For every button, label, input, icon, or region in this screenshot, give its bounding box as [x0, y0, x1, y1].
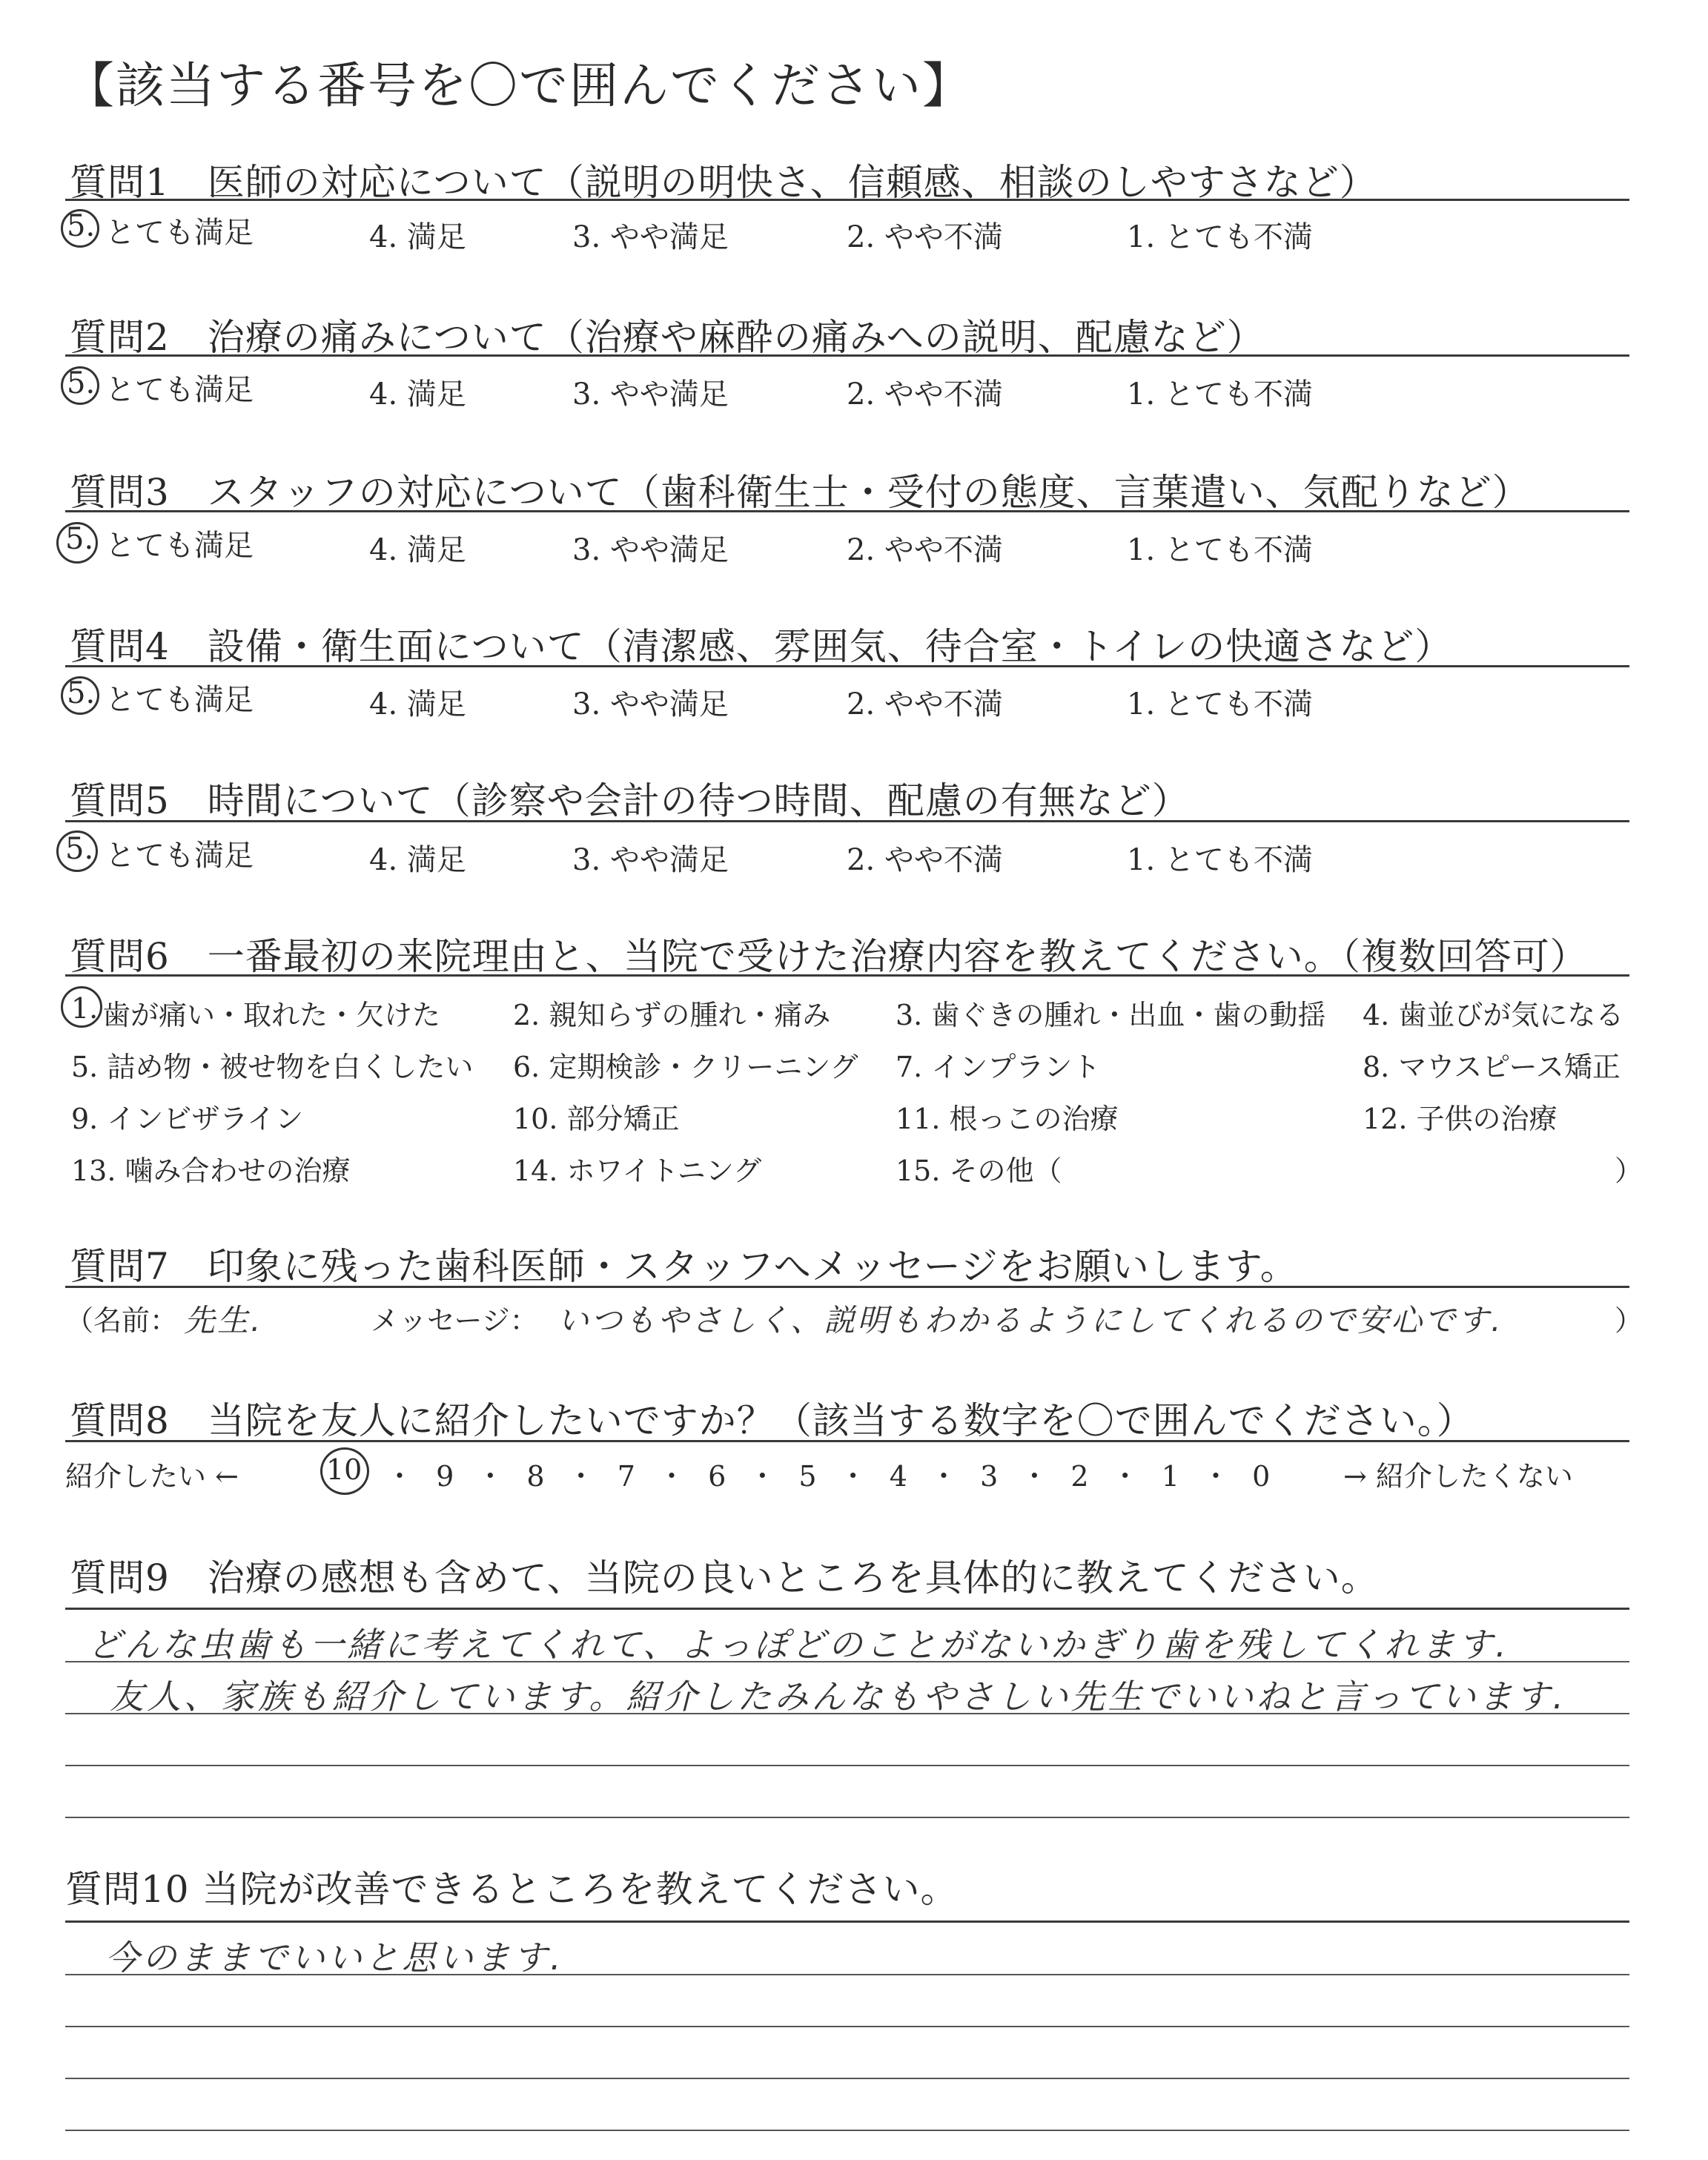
q4-opt3[interactable]: 3. やや満足 — [572, 687, 729, 721]
q5-opt2[interactable]: 2. やや不満 — [847, 843, 1003, 877]
q9-answer-line2[interactable]: 友人、家族も紹介しています。紹介したみんなもやさしい先生でいいねと言っています. — [110, 1677, 1566, 1717]
q1-opt5-mark[interactable]: 5. — [67, 209, 96, 243]
q6-item-15[interactable]: 15. その他（ — [896, 1155, 1062, 1187]
q4-opt5-mark[interactable]: 5. — [67, 676, 96, 710]
q4-opt1[interactable]: 1. とても不満 — [1127, 687, 1313, 721]
q3-opt3[interactable]: 3. やや満足 — [572, 533, 729, 567]
q8-rule — [65, 1440, 1629, 1442]
q9-rule-2 — [65, 1713, 1629, 1714]
q7-title: 質問7 印象に残った歯科医師・スタッフへメッセージをお願いします。 — [70, 1245, 1298, 1288]
q3-opt2[interactable]: 2. やや不満 — [847, 533, 1003, 567]
q10-answer-line1[interactable]: 今のままでいいと思います. — [105, 1938, 564, 1978]
q8-selected-value[interactable]: 10 — [326, 1453, 363, 1486]
q10-rule-3 — [65, 2078, 1629, 2079]
q10-rule-4 — [65, 2130, 1629, 2131]
q3-opt4[interactable]: 4. 満足 — [369, 533, 466, 567]
q2-opt1[interactable]: 1. とても不満 — [1127, 377, 1313, 412]
q6-item-8[interactable]: 8. マウスピース矯正 — [1363, 1051, 1621, 1083]
q1-opt4[interactable]: 4. 満足 — [369, 220, 466, 254]
q9-answer-line1[interactable]: どんな虫歯も一緒に考えてくれて、よっぽどのことがないかぎり歯を残してくれます. — [87, 1625, 1509, 1665]
q6-item-3[interactable]: 3. 歯ぐきの腫れ・出血・歯の動揺 — [896, 999, 1326, 1031]
q2-opt3[interactable]: 3. やや満足 — [572, 377, 729, 412]
q6-rule — [65, 974, 1629, 977]
q5-opt3[interactable]: 3. やや満足 — [572, 843, 729, 877]
q8-title: 質問8 当院を友人に紹介したいですか？（該当する数字を〇で囲んでください。） — [70, 1399, 1474, 1442]
q5-opt1[interactable]: 1. とても不満 — [1127, 843, 1313, 877]
q7-name-label: （名前： — [65, 1304, 179, 1337]
q3-rule — [65, 510, 1629, 512]
q6-item-9[interactable]: 9. インビザライン — [71, 1103, 304, 1135]
q9-rule-4 — [65, 1817, 1629, 1818]
q5-opt4[interactable]: 4. 満足 — [369, 843, 466, 877]
q6-item1-mark[interactable]: 1. — [71, 992, 99, 1025]
q8-right-label: → 紹介したくない — [1343, 1460, 1573, 1493]
q4-opt5[interactable]: とても満足 — [105, 683, 254, 717]
q1-opt3[interactable]: 3. やや満足 — [572, 220, 729, 254]
q6-item-4[interactable]: 4. 歯並びが気になる — [1363, 999, 1624, 1031]
q6-item-12[interactable]: 12. 子供の治療 — [1363, 1103, 1558, 1135]
q1-title: 質問1 医師の対応について（説明の明快さ、信頼感、相談のしやすさなど） — [70, 161, 1377, 204]
q2-opt5-mark[interactable]: 5. — [67, 366, 96, 400]
q3-title: 質問3 スタッフの対応について（歯科衛生士・受付の態度、言葉遣い、気配りなど） — [70, 471, 1530, 514]
q2-opt5[interactable]: とても満足 — [105, 373, 254, 407]
q1-opt2[interactable]: 2. やや不満 — [847, 220, 1003, 254]
q6-item-14[interactable]: 14. ホワイトニング — [513, 1155, 762, 1187]
q4-opt4[interactable]: 4. 満足 — [369, 687, 466, 721]
q10-rule-2 — [65, 2026, 1629, 2027]
q5-title: 質問5 時間について（診察や会計の待つ時間、配慮の有無など） — [70, 779, 1190, 822]
q4-opt2[interactable]: 2. やや不満 — [847, 687, 1003, 721]
q6-item-2[interactable]: 2. 親知らずの腫れ・痛み — [513, 999, 831, 1031]
q6-item-11[interactable]: 11. 根っこの治療 — [896, 1103, 1119, 1135]
q3-opt5-mark[interactable]: 5. — [65, 522, 94, 556]
q2-opt4[interactable]: 4. 満足 — [369, 377, 466, 412]
q8-scale[interactable]: ・ 9 ・ 8 ・ 7 ・ 6 ・ 5 ・ 4 ・ 3 ・ 2 ・ 1 ・ 0 — [385, 1460, 1271, 1493]
q5-opt5-mark[interactable]: 5. — [65, 832, 94, 866]
q2-rule — [65, 354, 1629, 357]
q7-name-value[interactable]: 先生. — [184, 1302, 263, 1338]
q1-rule — [65, 199, 1629, 201]
q6-item-6[interactable]: 6. 定期検診・クリーニング — [513, 1051, 858, 1083]
q3-opt1[interactable]: 1. とても不満 — [1127, 533, 1313, 567]
q10-rule-1 — [65, 1974, 1629, 1975]
q1-opt1[interactable]: 1. とても不満 — [1127, 220, 1313, 254]
q6-item-7[interactable]: 7. インプラント — [896, 1051, 1101, 1083]
q3-opt5[interactable]: とても満足 — [105, 529, 254, 563]
q6-item-5[interactable]: 5. 詰め物・被せ物を白くしたい — [71, 1051, 474, 1083]
q9-title: 質問9 治療の感想も含めて、当院の良いところを具体的に教えてください。 — [70, 1556, 1379, 1599]
q6-title: 質問6 一番最初の来院理由と、当院で受けた治療内容を教えてください。（複数回答可） — [70, 935, 1588, 978]
q7-message-label: メッセージ： — [371, 1304, 538, 1337]
page-header: 【該当する番号を〇で囲んでください】 — [65, 57, 973, 114]
q10-title: 質問10 当院が改善できるところを教えてください。 — [65, 1868, 959, 1911]
q4-rule — [65, 665, 1629, 667]
q6-item-1[interactable]: 歯が痛い・取れた・欠けた — [102, 999, 441, 1031]
q2-title: 質問2 治療の痛みについて（治療や麻酔の痛みへの説明、配慮など） — [70, 316, 1265, 359]
q6-item-13[interactable]: 13. 噛み合わせの治療 — [71, 1155, 351, 1187]
q9-rule-3 — [65, 1765, 1629, 1766]
q6-other-close-paren: ） — [1615, 1155, 1644, 1187]
q10-rule-top — [65, 1920, 1629, 1923]
q9-rule-top — [65, 1608, 1629, 1610]
q6-item-10[interactable]: 10. 部分矯正 — [513, 1103, 680, 1135]
q9-rule-1 — [65, 1661, 1629, 1662]
q5-rule — [65, 820, 1629, 822]
q7-rule — [65, 1286, 1629, 1288]
q4-title: 質問4 設備・衛生面について（清潔感、雰囲気、待合室・トイレの快適さなど） — [70, 625, 1453, 668]
q7-message-value[interactable]: いつもやさしく、説明もわかるようにしてくれるので安心です. — [557, 1302, 1503, 1338]
q7-close-paren: ） — [1615, 1304, 1644, 1337]
q8-left-label: 紹介したい ← — [65, 1460, 239, 1493]
q1-opt5[interactable]: とても満足 — [105, 216, 254, 250]
q5-opt5[interactable]: とても満足 — [105, 839, 254, 873]
q2-opt2[interactable]: 2. やや不満 — [847, 377, 1003, 412]
